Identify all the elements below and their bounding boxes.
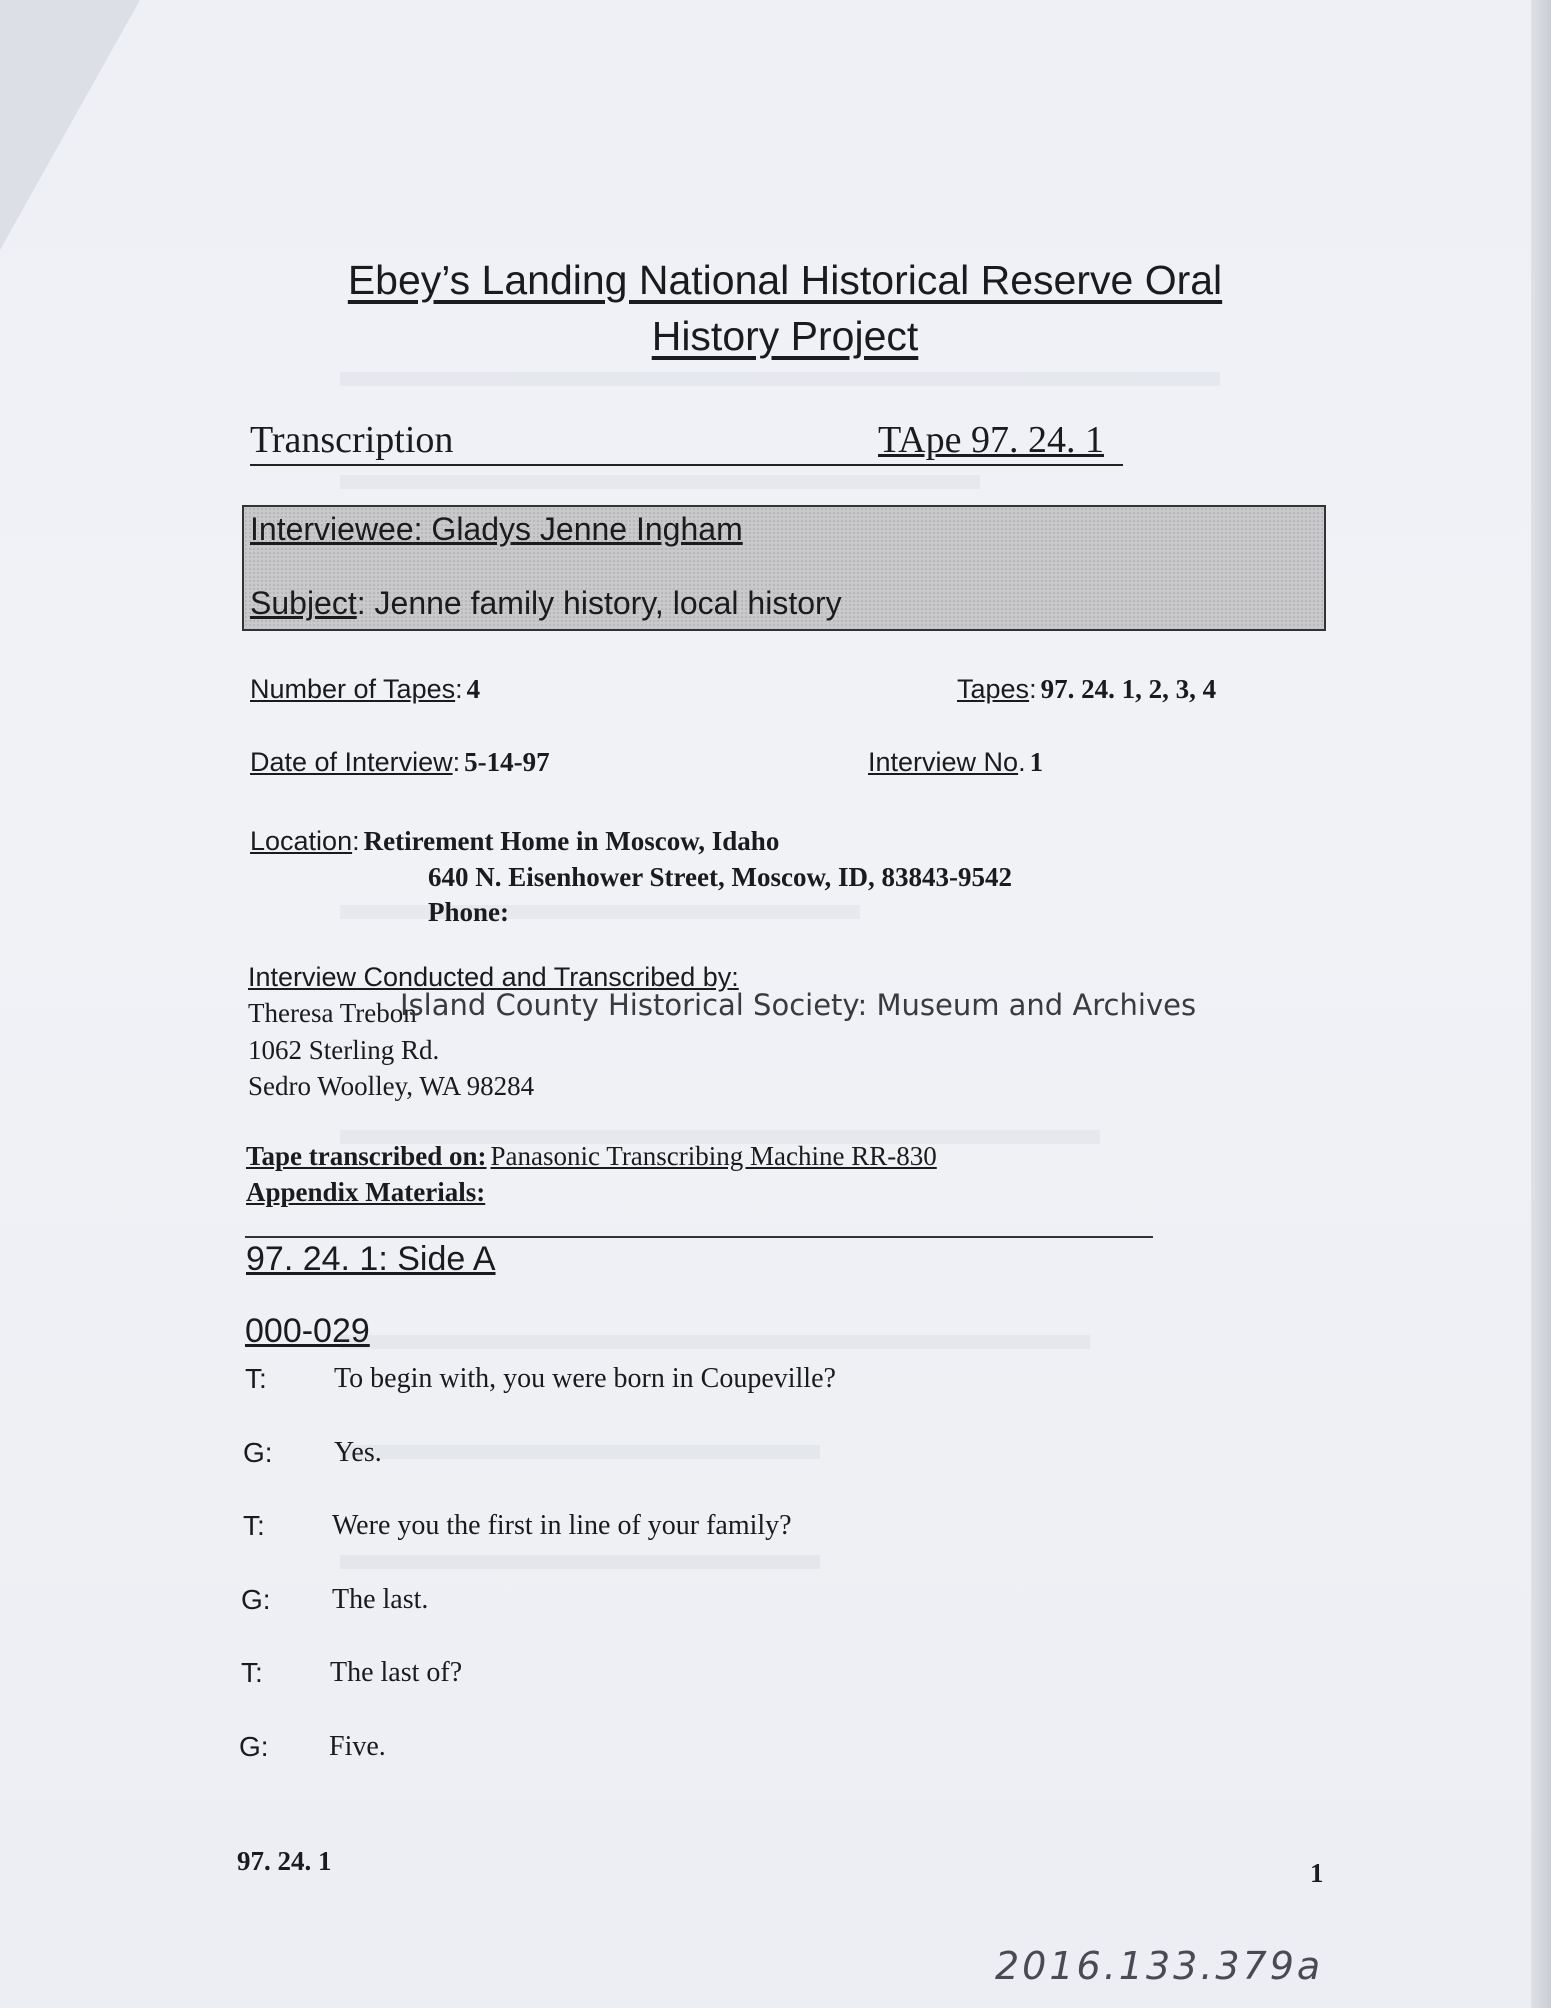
paper-edge bbox=[1531, 0, 1551, 2008]
page-number: 1 bbox=[1310, 1858, 1324, 1888]
utterance: Five. bbox=[329, 1731, 386, 1762]
footer-tape-id: 97. 24. 1 bbox=[237, 1846, 332, 1876]
utterance: Were you the first in line of your family? bbox=[332, 1510, 792, 1541]
tape-number: TApe 97. 24. 1 bbox=[878, 419, 1104, 461]
title-line-1: Ebey’s Landing National Historical Reserve Oral bbox=[347, 257, 1223, 303]
location-line-2: 640 N. Eisenhower Street, Moscow, ID, 83843-9542 bbox=[428, 862, 1012, 892]
folded-corner bbox=[0, 0, 140, 250]
utterance: Yes. bbox=[334, 1437, 382, 1468]
conducted-by-label: Interview Conducted and Transcribed by: bbox=[248, 962, 739, 992]
tape-transcribed-label: Tape transcribed on: bbox=[246, 1141, 487, 1171]
interviewee-label: Interviewee bbox=[250, 511, 414, 547]
show-through bbox=[340, 372, 1220, 386]
section-divider bbox=[245, 1236, 1153, 1238]
show-through bbox=[340, 1335, 1090, 1349]
speaker: T: bbox=[245, 1363, 267, 1394]
utterance: To begin with, you were born in Coupeville? bbox=[334, 1363, 836, 1394]
tape-transcribed-value: Panasonic Transcribing Machine RR-830 bbox=[490, 1141, 937, 1171]
tapes-value: 97. 24. 1, 2, 3, 4 bbox=[1040, 674, 1217, 704]
subject-line bbox=[250, 585, 842, 622]
location-label: Location bbox=[250, 826, 353, 856]
subject-label: Subject bbox=[250, 585, 357, 621]
phone-label: Phone: bbox=[428, 897, 509, 927]
date-value: 5-14-97 bbox=[464, 747, 550, 777]
utterance: The last of? bbox=[330, 1657, 463, 1688]
speaker: G: bbox=[239, 1731, 269, 1762]
interviewee-line bbox=[250, 511, 743, 548]
show-through bbox=[340, 1445, 820, 1459]
location-line-1: Retirement Home in Moscow, Idaho bbox=[363, 826, 780, 856]
number-of-tapes-label: Number of Tapes bbox=[250, 674, 456, 704]
speaker: T: bbox=[241, 1657, 263, 1688]
document-title bbox=[200, 252, 1370, 364]
watermark: Island County Historical Society: Museum and Archives bbox=[400, 988, 1197, 1022]
utterance: The last. bbox=[332, 1584, 429, 1615]
speaker: T: bbox=[243, 1510, 265, 1541]
speaker: G: bbox=[243, 1437, 273, 1468]
tape-transcribed-row bbox=[246, 1141, 937, 1172]
number-of-tapes-row: Number of Tapes: 4 bbox=[250, 674, 481, 704]
tapes-label: Tapes bbox=[957, 674, 1030, 704]
interviewee-value: : Gladys Jenne Ingham bbox=[413, 511, 743, 547]
handwritten-accession-number: 2016.133.379a bbox=[995, 1944, 1324, 1988]
interview-no-label: Interview No bbox=[868, 747, 1019, 777]
date-label: Date of Interview bbox=[250, 747, 453, 777]
appendix-label: Appendix Materials: bbox=[246, 1177, 486, 1207]
conductor-address-2: Sedro Woolley, WA 98284 bbox=[248, 1071, 535, 1101]
interview-no-value: 1 bbox=[1029, 747, 1044, 777]
tapes-row: Tapes: 97. 24. 1, 2, 3, 4 bbox=[957, 674, 1217, 704]
interviewee-box bbox=[242, 505, 1326, 631]
title-line-2: History Project bbox=[651, 313, 919, 359]
subject-value: : Jenne family history, local history bbox=[356, 585, 842, 621]
side-heading: 97. 24. 1: Side A bbox=[246, 1240, 496, 1278]
conductor-address-1: 1062 Sterling Rd. bbox=[248, 1035, 440, 1065]
tape-counter: 000-029 bbox=[245, 1312, 370, 1350]
show-through bbox=[340, 1555, 820, 1569]
show-through bbox=[340, 475, 980, 489]
transcription-label: Transcription bbox=[250, 418, 1123, 466]
location-row: Location: Retirement Home in Moscow, Idaho bbox=[250, 826, 780, 856]
conductor-name: Theresa Trebon bbox=[248, 998, 417, 1028]
speaker: G: bbox=[241, 1584, 271, 1615]
show-through bbox=[340, 905, 860, 919]
date-row: Date of Interview: 5-14-97 bbox=[250, 747, 550, 777]
interview-no-row: Interview No. 1 bbox=[868, 747, 1044, 777]
number-of-tapes-value: 4 bbox=[466, 674, 481, 704]
